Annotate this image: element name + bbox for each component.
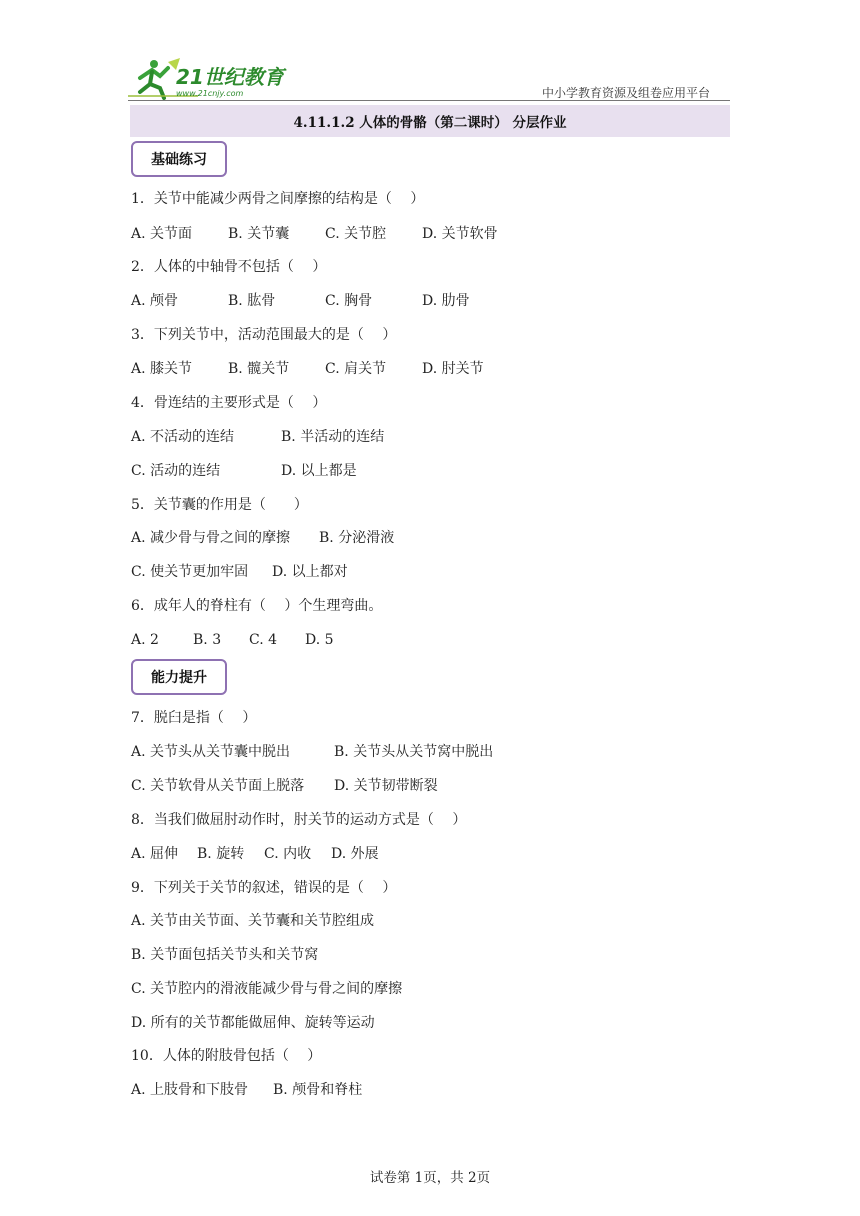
option: A. 关节头从关节囊中脱出 — [131, 744, 291, 760]
option: D. 肘关节 — [422, 361, 484, 377]
option: D. 以上都对 — [272, 564, 348, 580]
option: C. 活动的连结 — [131, 463, 221, 479]
option: B. 半活动的连结 — [281, 429, 385, 445]
section-basic-label: 基础练习 — [131, 141, 227, 177]
question-2-options — [131, 292, 731, 310]
option: A. 2 — [131, 632, 159, 648]
option: B. 肱骨 — [228, 293, 276, 309]
option: C. 关节腔 — [325, 226, 387, 242]
question-6-stem: 6．成年人的脊柱有（ ）个生理弯曲。 — [131, 598, 383, 614]
question-1-stem: 1．关节中能减少两骨之间摩擦的结构是（ ） — [131, 191, 425, 207]
question-7-stem: 7．脱臼是指（ ） — [131, 710, 257, 726]
option: C. 使关节更加牢固 — [131, 564, 249, 580]
option: D. 5 — [305, 632, 334, 648]
question-5-options-row2 — [131, 563, 731, 581]
question-9-option-c: C. 关节腔内的滑液能减少骨与骨之间的摩擦 — [131, 981, 403, 997]
question-7-options-row2 — [131, 777, 731, 795]
page-title: 4.11.1.2 人体的骨骼（第二课时） 分层作业 — [130, 105, 730, 137]
question-3-stem: 3．下列关节中，活动范围最大的是（ ） — [131, 327, 397, 343]
question-10-options — [131, 1081, 731, 1099]
page-header — [128, 54, 730, 102]
option: B. 关节头从关节窝中脱出 — [334, 744, 494, 760]
option: B. 旋转 — [197, 846, 245, 862]
option: B. 颅骨和脊柱 — [273, 1082, 363, 1098]
header-divider — [128, 100, 730, 101]
option: C. 内收 — [264, 846, 312, 862]
question-1-options — [131, 225, 731, 243]
page-footer: 试卷第 1页，共 2页 — [369, 1170, 491, 1186]
platform-name: 中小学教育资源及组卷应用平台 — [541, 86, 710, 100]
question-7-options-row1 — [131, 743, 731, 761]
option: A. 关节面 — [131, 226, 193, 242]
question-9-stem: 9．下列关于关节的叙述，错误的是（ ） — [131, 880, 397, 896]
option: C. 关节软骨从关节面上脱落 — [131, 778, 305, 794]
option: A. 上肢骨和下肢骨 — [131, 1082, 249, 1098]
option: D. 关节韧带断裂 — [334, 778, 438, 794]
option: D. 肋骨 — [422, 293, 470, 309]
option: D. 以上都是 — [281, 463, 357, 479]
question-5-stem: 5．关节囊的作用是（ ） — [131, 497, 308, 513]
logo — [128, 54, 308, 102]
question-4-options-row2 — [131, 462, 731, 480]
option: A. 减少骨与骨之间的摩擦 — [131, 530, 291, 546]
option: B. 关节囊 — [228, 226, 290, 242]
option: B. 髋关节 — [228, 361, 290, 377]
option: A. 不活动的连结 — [131, 429, 235, 445]
question-8-options — [131, 845, 731, 863]
question-4-stem: 4．骨连结的主要形式是（ ） — [131, 395, 327, 411]
question-4-options-row1 — [131, 428, 731, 446]
option: D. 关节软骨 — [422, 226, 498, 242]
svg-text:21世纪教育: 21世纪教育 — [176, 65, 284, 89]
question-8-stem: 8．当我们做屈肘动作时，肘关节的运动方式是（ ） — [131, 812, 467, 828]
question-9-option-b: B. 关节面包括关节头和关节窝 — [131, 947, 319, 963]
question-2-stem: 2．人体的中轴骨不包括（ ） — [131, 259, 327, 275]
option: D. 外展 — [331, 846, 379, 862]
option: A. 颅骨 — [131, 293, 179, 309]
question-10-stem: 10．人体的附肢骨包括（ ） — [131, 1048, 322, 1064]
option: A. 屈伸 — [131, 846, 179, 862]
question-5-options-row1 — [131, 529, 731, 547]
option: B. 3 — [193, 632, 222, 648]
option: B. 分泌滑液 — [319, 530, 395, 546]
question-9-option-d: D. 所有的关节都能做屈伸、旋转等运动 — [131, 1015, 375, 1031]
option: C. 肩关节 — [325, 361, 387, 377]
option: C. 4 — [249, 632, 278, 648]
question-3-options — [131, 360, 731, 378]
section-advanced-label: 能力提升 — [131, 659, 227, 695]
option: A. 膝关节 — [131, 361, 193, 377]
question-6-options — [131, 631, 731, 649]
option: C. 胸骨 — [325, 293, 373, 309]
question-9-option-a: A. 关节由关节面、关节囊和关节腔组成 — [131, 913, 375, 929]
svg-text:www.21cnjy.com: www.21cnjy.com — [176, 89, 244, 98]
